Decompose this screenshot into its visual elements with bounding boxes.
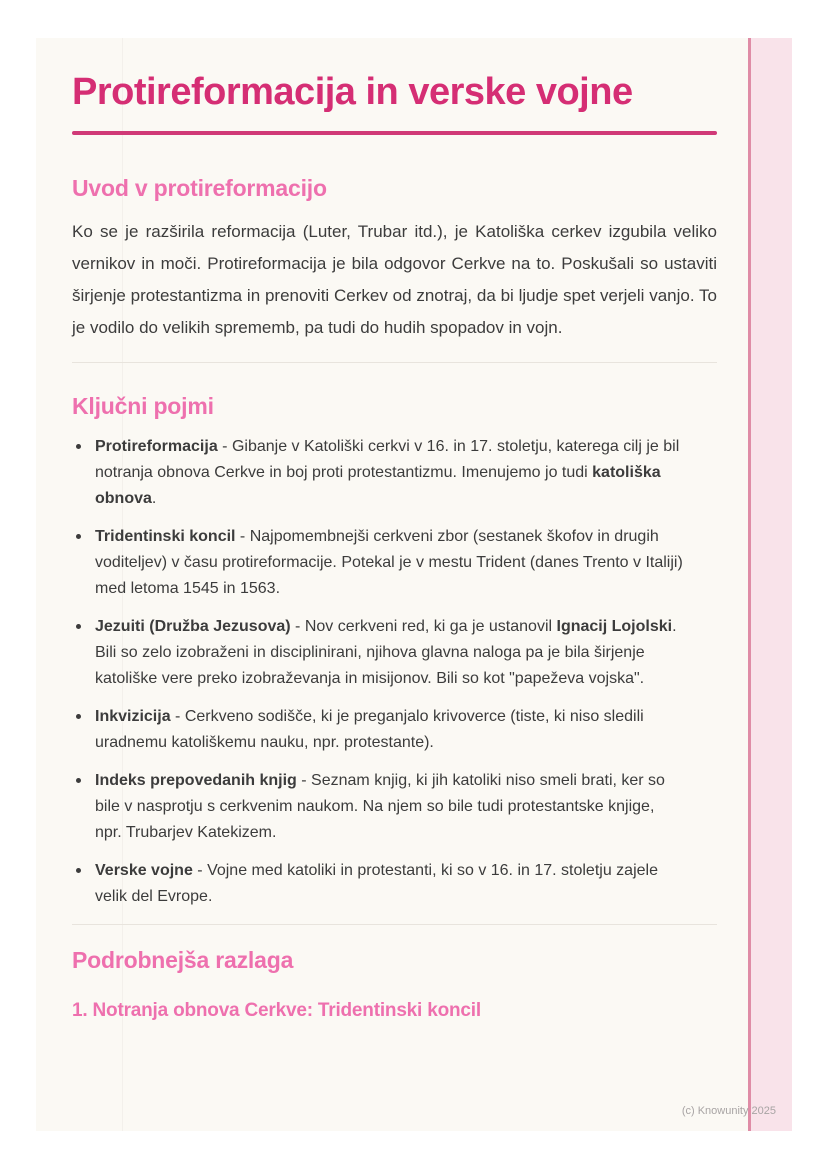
key-term-text: - Gibanje v Katoliški cerkvi v 16. in 17. stoletju, katerega cilj je bil notranja obnova Cerkve in boj proti protestantizmu. Imenujemo jo tudi — [95, 437, 680, 481]
document-page — [36, 38, 792, 1131]
bullet-icon — [76, 534, 81, 539]
section-heading-key-terms: Ključni pojmi — [72, 392, 214, 419]
key-term-item — [72, 768, 684, 846]
key-term-text: - Vojne med katoliki in protestanti, ki so v 16. in 17. stoletju zajele velik del Evrope. — [95, 861, 658, 905]
key-term-bold-text: Inkvizicija — [95, 707, 171, 725]
page-accent-strip — [748, 38, 792, 1131]
key-term-text: . — [151, 489, 157, 507]
key-term-text: . Bili so zelo izobraženi in disciplinirani, njihova glavna naloga pa je bila širjenje katoliške vere preko izobraževanja in misijonov. Bili so kot "papeževa vojska". — [95, 617, 677, 687]
intro-paragraph: Ko se je razširila reformacija (Luter, Trubar itd.), je Katoliška cerkev izgubila veliko vernikov in moči. Protireformacija je bila odgovor Cerkve na to. Poskušali so ustaviti širjenje protestantizma in prenoviti Cerkev od znotraj, da bi ljudje spet verjeli vanjo. To je vodilo do velikih sprememb, pa tudi do hudih spopadov in vojn. — [72, 221, 717, 337]
key-term-text: - Seznam knjig, ki jih katoliki niso smeli brati, ker so bile v nasprotju s cerkvenim naukom. Na njem so bile tudi protestantske knjige, npr. Trubarjev Katekizem. — [95, 771, 665, 841]
title-rule — [72, 131, 717, 135]
bullet-icon — [76, 778, 81, 783]
key-term-item — [72, 858, 684, 910]
key-term-bold-text: Jezuiti (Družba Jezusova) — [95, 617, 291, 635]
key-term-item — [72, 614, 684, 692]
bullet-icon — [76, 444, 81, 449]
key-term-bold-text: katoliška obnova — [95, 463, 661, 507]
bullet-icon — [76, 714, 81, 719]
page-title: Protireformacija in verske vojne — [72, 71, 633, 113]
section-divider — [72, 362, 717, 363]
key-term-bold-text: Protireformacija — [95, 437, 218, 455]
key-term-bold-text: Tridentinski koncil — [95, 527, 236, 545]
key-term-item — [72, 434, 684, 512]
subsection-heading-tridentinski-koncil: 1. Notranja obnova Cerkve: Tridentinski koncil — [72, 999, 481, 1021]
section-heading-intro: Uvod v protireformacijo — [72, 174, 327, 201]
page-content — [72, 38, 717, 1022]
key-term-bold-text: Verske vojne — [95, 861, 193, 879]
key-terms-list — [72, 434, 684, 910]
bullet-icon — [76, 868, 81, 873]
key-term-text: - Cerkveno sodišče, ki je preganjalo krivoverce (tiste, ki niso sledili uradnemu katoliškemu nauku, npr. protestante). — [95, 707, 644, 751]
key-term-text: - Nov cerkveni red, ki ga je ustanovil — [290, 617, 557, 635]
key-term-item — [72, 524, 684, 602]
section-heading-detail: Podrobnejša razlaga — [72, 946, 294, 973]
bullet-icon — [76, 624, 81, 629]
key-term-bold-text: Ignacij Lojolski — [556, 617, 673, 635]
copyright-notice: (c) Knowunity 2025 — [681, 1105, 776, 1117]
key-term-text: - Najpomembnejši cerkveni zbor (sestanek škofov in drugih voditeljev) v času protireformacije. Potekal je v mestu Trident (danes Trento v Italiji) med letoma 1545 in 1563. — [95, 527, 683, 597]
key-term-item — [72, 704, 684, 756]
section-divider — [72, 924, 717, 925]
key-term-bold-text: Indeks prepovedanih knjig — [95, 771, 297, 789]
